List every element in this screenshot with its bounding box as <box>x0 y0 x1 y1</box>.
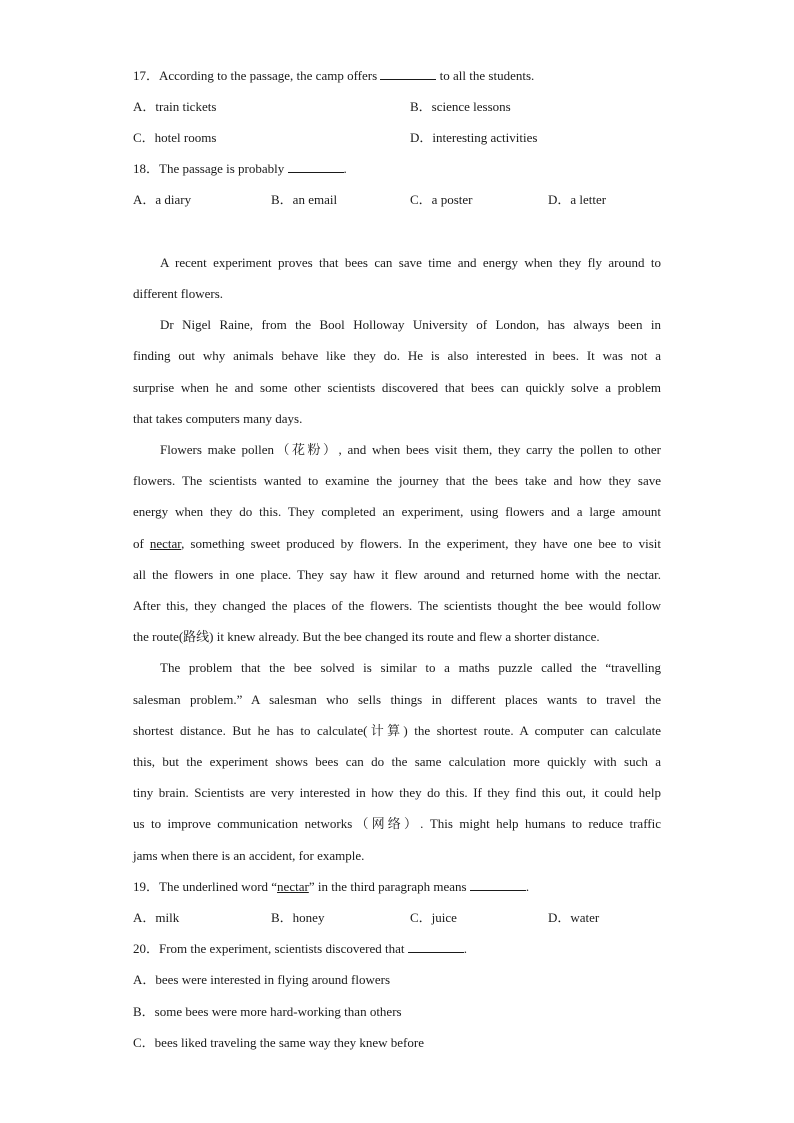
passage-line: the route(路线) it knew already. But the bee changed its route and flew a shorter distance. <box>133 629 600 644</box>
answer-blank <box>470 878 526 891</box>
passage-line: The problem that the bee solved is similar to a maths puzzle called the “travelling <box>160 660 661 675</box>
question-18-text-end: . <box>343 161 347 176</box>
underlined-word-nectar: nectar <box>277 879 309 894</box>
option-17-b: B．science lessons <box>410 99 511 114</box>
question-17-stem <box>133 67 661 85</box>
question-19-stem <box>133 878 661 896</box>
question-18-stem <box>133 160 661 178</box>
option-17-d: D．interesting activities <box>410 130 538 145</box>
option-19-d: D．water <box>548 910 600 925</box>
question-19-text: ” in the third paragraph means <box>308 879 470 894</box>
question-18-text: 18．The passage is probably <box>133 161 288 176</box>
option-19-b: B．honey <box>271 910 325 925</box>
question-19-text: 19．The underlined word “ <box>133 879 278 894</box>
underlined-word-nectar: nectar <box>149 536 182 551</box>
question-20-text-end: . <box>463 941 467 956</box>
answer-blank <box>288 160 344 173</box>
option-20-c: C．bees liked traveling the same way they knew before <box>133 1035 424 1050</box>
passage-line: salesman problem.” A salesman who sells things in different places wants to travel the <box>133 692 661 707</box>
passage-line: different flowers. <box>133 286 224 301</box>
option-18-c: C．a poster <box>410 192 473 207</box>
passage-line: surprise when he and some other scientists discovered that bees can quickly solve a problem <box>133 380 661 395</box>
passage-line: A recent experiment proves that bees can save time and energy when they fly around to <box>160 255 661 270</box>
passage-text: of <box>133 536 150 551</box>
option-17-c: C．hotel rooms <box>133 130 217 145</box>
question-17-text: 17．According to the passage, the camp offers <box>133 68 381 83</box>
passage-line: Flowers make pollen（花粉）, and when bees visit them, they carry the pollen to other <box>160 442 661 457</box>
passage-text: , something sweet produced by flowers. In the experiment, they have one bee to visit <box>181 536 661 551</box>
passage-line: all the flowers in one place. They say haw it flew around and returned home with the nectar. <box>133 567 661 582</box>
passage-line: After this, they changed the places of the flowers. The scientists thought the bee would follow <box>133 598 661 613</box>
passage-line: shortest distance. But he has to calculate(计算) the shortest route. A computer can calculate <box>133 723 661 738</box>
question-20-text: 20．From the experiment, scientists discovered that <box>133 941 408 956</box>
option-18-d: D．a letter <box>548 192 607 207</box>
passage-line: energy when they do this. They completed an experiment, using flowers and a large amount <box>133 504 661 519</box>
option-19-a: A．milk <box>133 910 180 925</box>
answer-blank <box>408 940 464 953</box>
option-20-a: A．bees were interested in flying around flowers <box>133 972 391 987</box>
option-18-b: B．an email <box>271 192 338 207</box>
question-20-stem <box>133 940 661 958</box>
passage-line: us to improve communication networks（网络）. This might help humans to reduce traffic <box>133 816 661 831</box>
passage-line: this, but the experiment shows bees can do the same calculation more quickly with such a <box>133 754 661 769</box>
option-18-a: A．a diary <box>133 192 192 207</box>
passage-line: that takes computers many days. <box>133 411 303 426</box>
passage-line <box>133 535 661 553</box>
answer-blank <box>380 67 436 80</box>
passage-line: flowers. The scientists wanted to examine the journey that the bees take and how they save <box>133 473 661 488</box>
question-17-text-end: to all the students. <box>436 68 535 83</box>
option-19-c: C．juice <box>410 910 457 925</box>
option-17-a: A．train tickets <box>133 99 217 114</box>
passage-line: Dr Nigel Raine, from the Bool Holloway University of London, has always been in <box>160 317 661 332</box>
passage-line: finding out why animals behave like they do. He is also interested in bees. It was not a <box>133 348 661 363</box>
question-19-text-end: . <box>525 879 530 894</box>
passage-line: tiny brain. Scientists are very interested in how they do this. If they find this out, it could help <box>133 785 661 800</box>
passage-line: jams when there is an accident, for example. <box>133 848 365 863</box>
option-20-b: B．some bees were more hard-working than others <box>133 1004 402 1019</box>
